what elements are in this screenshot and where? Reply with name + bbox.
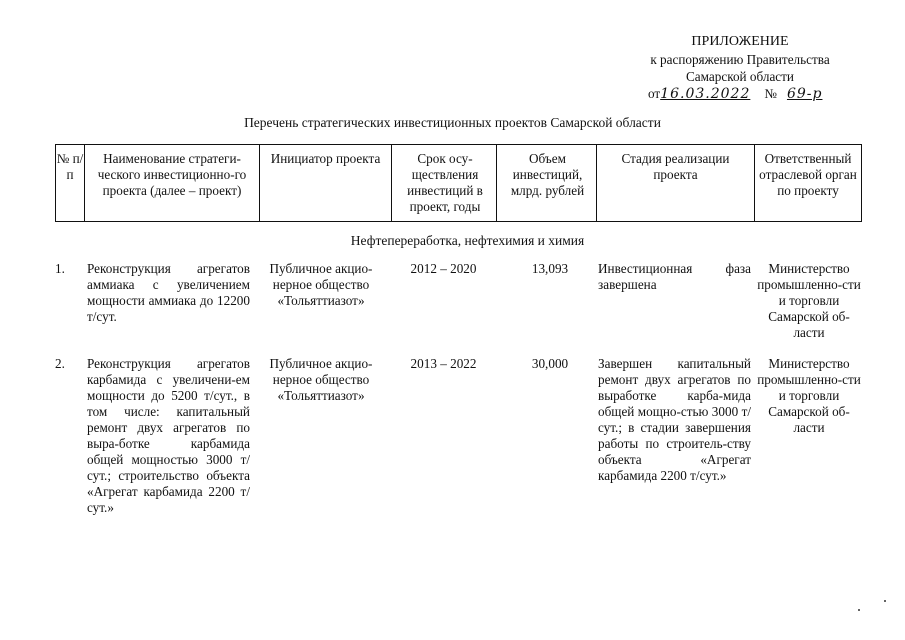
- column-header-initiator: Инициатор проекта: [260, 145, 392, 221]
- table-header: [55, 144, 862, 222]
- row-1-project-name: Реконструкция агрегатов аммиака с увеличением мощности аммиака до 12200 т/сут.: [87, 261, 250, 324]
- appendix-title: ПРИЛОЖЕНИЕ: [691, 34, 789, 49]
- row-1-authority: Министерство промышленно-сти и торговли Самарской об-ласти: [757, 261, 861, 340]
- appendix-line-1: к распоряжению Правительства: [650, 52, 830, 67]
- row-2-number: 2.: [55, 356, 65, 371]
- document-title: Перечень стратегических инвестиционных проектов Самарской области: [244, 115, 661, 130]
- row-1-initiator: Публичное акцио-нерное общество «Тольяттиазот»: [269, 261, 373, 308]
- order-date: 16.03.2022: [660, 86, 751, 102]
- column-header-period: Срок осу-ществления инвестиций в проект, годы: [392, 145, 497, 221]
- row-2-authority: Министерство промышленно-сти и торговли Самарской об-ласти: [757, 356, 861, 435]
- order-number: 69-р: [786, 86, 823, 102]
- row-2-project-name: Реконструкция агрегатов карбамида с увеличени-ем мощности до 5200 т/сут., в том числе: капитальный ремонт двух агрегатов по выра-ботке карбамида общей мощностью 3000 т/сут.; строительство объекта «Агрегат карбамида 2200 т/сут.»: [87, 356, 250, 515]
- row-2-initiator: Публичное акцио-нерное общество «Тольяттиазот»: [269, 356, 373, 403]
- number-label: №: [764, 86, 777, 101]
- row-2-period: 2013 – 2022: [410, 356, 477, 371]
- row-1-volume: 13,093: [531, 261, 569, 276]
- scan-speck: [884, 600, 886, 602]
- row-1-number: 1.: [55, 261, 65, 276]
- column-header-volume: Объем инвестиций, млрд. рублей: [497, 145, 597, 221]
- row-2-volume: 30,000: [531, 356, 569, 371]
- row-1-stage: Инвестиционная фаза завершена: [598, 261, 751, 292]
- date-prefix: от: [648, 86, 661, 101]
- scan-speck: [858, 609, 860, 611]
- column-header-authority: Ответственный отраслевой орган по проекту: [759, 151, 857, 198]
- order-reference: [648, 86, 822, 102]
- column-header-number: № п/п: [56, 145, 85, 221]
- row-1-period: 2012 – 2020: [410, 261, 477, 276]
- column-header-stage: Стадия реализации проекта: [597, 145, 755, 221]
- column-header-project-name: Наименование стратеги-ческого инвестиционно-го проекта (далее – проект): [85, 145, 260, 221]
- section-title: Нефтепереработка, нефтехимия и химия: [350, 233, 585, 248]
- appendix-line-2: Самарской области: [686, 69, 794, 84]
- row-2-stage: Завершен капитальный ремонт двух агрегатов по выработке карба-мида общей мощно-стью 3000 т/сут.; в стадии завершения работы по строитель-ству объекта «Агрегат карбамида 2200 т/сут.»: [598, 356, 751, 483]
